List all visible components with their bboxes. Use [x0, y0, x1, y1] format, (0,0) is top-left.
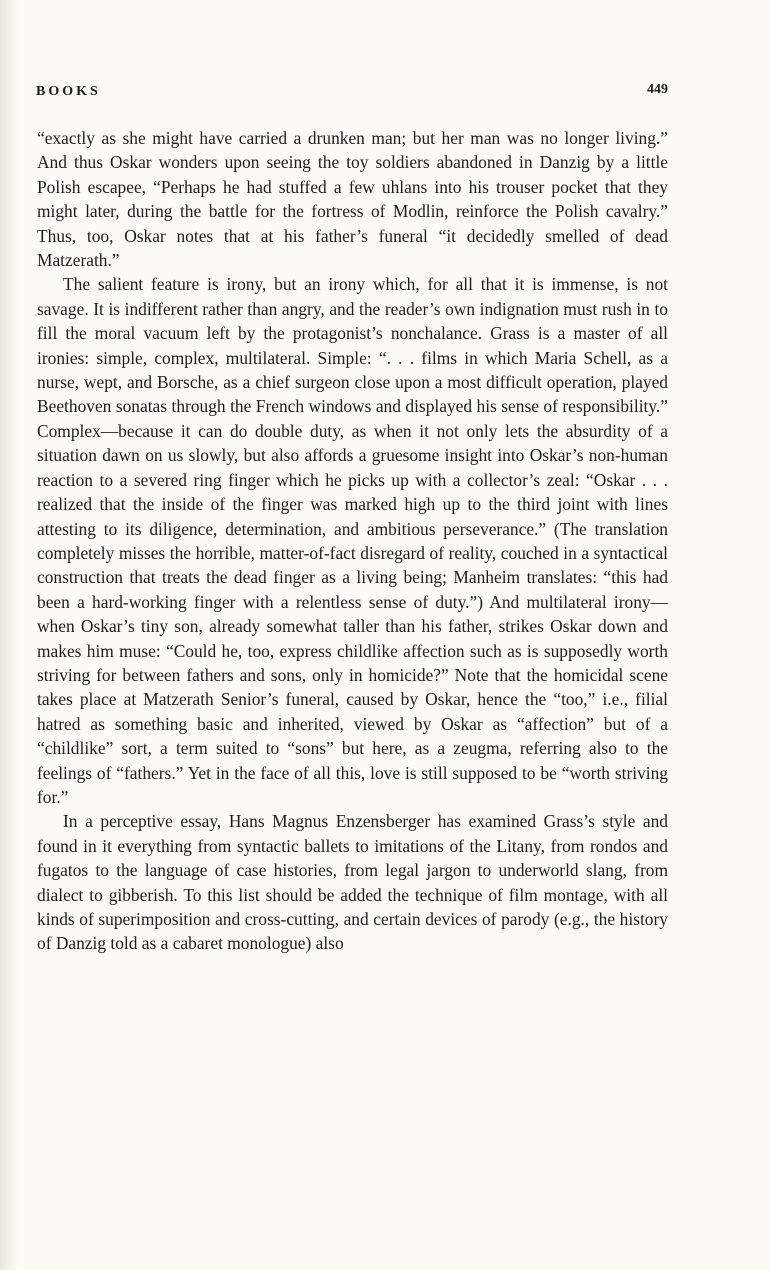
paragraph-irony: The salient feature is irony, but an irony which, for all that it is immense, is not savage. It is indifferent rather than angry, and the reader’s own indignation must rush in to fill the moral vacuum left by the protagonist’s nonchalance. Grass is a master of all ironies: simple, complex, multilateral. Simple: “. . . films in which Maria Schell, as a nurse, wept, and Borsche, as a chief surgeon close upon a most difficult operation, played Beethoven sonatas through the French windows and displayed his sense of responsibility.” Complex—because it can do double duty, as when it not only lets the absurdity of a situation dawn on us slowly, but also affords a gruesome insight into Oskar’s non-human reaction to a severed ring finger which he picks up with a collector’s zeal: “Oskar . . . realized that the inside of the finger was marked high up to the third joint with lines attesting to its diligence, determination, and ambitious perseverance.” (The translation completely misses the horrible, matter-of-fact disregard of reality, couched in a syntactical construction that treats the dead finger as a living being; Manheim translates: “this had been a hard-working finger with a relentless sense of duty.”) And multilateral irony—when Oskar’s tiny son, already somewhat taller than his father, strikes Oskar down and makes him muse: “Could he, too, express childlike affection such as is supposedly worth striving for between fathers and sons, only in homicide?” Note that the homicidal scene takes place at Matzerath Senior’s funeral, caused by Oskar, hence the “too,” i.e., filial hatred as something basic and inherited, viewed by Oskar as “affection” but of a “childlike” sort, a term suited to “sons” but here, as a zeugma, referring also to the feelings of “fathers.” Yet in the face of all this, love is still supposed to be “worth striving for.” [37, 274, 668, 807]
page-number: 449 [647, 82, 668, 97]
body-text [37, 126, 668, 956]
running-head [36, 84, 668, 104]
running-title: BOOKS [36, 84, 101, 99]
paragraph-enzensberger: In a perceptive essay, Hans Magnus Enzensberger has examined Grass’s style and found in it everything from syntactic ballets to imitations of the Litany, from rondos and fugatos to the language of case histories, from legal jargon to underworld slang, from dialect to gibberish. To this list should be added the technique of film montage, with all kinds of superimposition and cross-cutting, and certain devices of parody (e.g., the history of Danzig told as a cabaret monologue) also [37, 811, 668, 954]
page-gutter-shadow [0, 0, 18, 1270]
paragraph-continued: “exactly as she might have carried a drunken man; but her man was no longer living.” And thus Oskar wonders upon seeing the toy soldiers abandoned in Danzig by a little Polish escapee, “Perhaps he had stuffed a few uhlans into his trouser pocket that they might later, during the battle for the fortress of Modlin, reinforce the Polish cavalry.” Thus, too, Oskar notes that at his father’s funeral “it decidedly smelled of dead Matzerath.” [37, 128, 668, 271]
